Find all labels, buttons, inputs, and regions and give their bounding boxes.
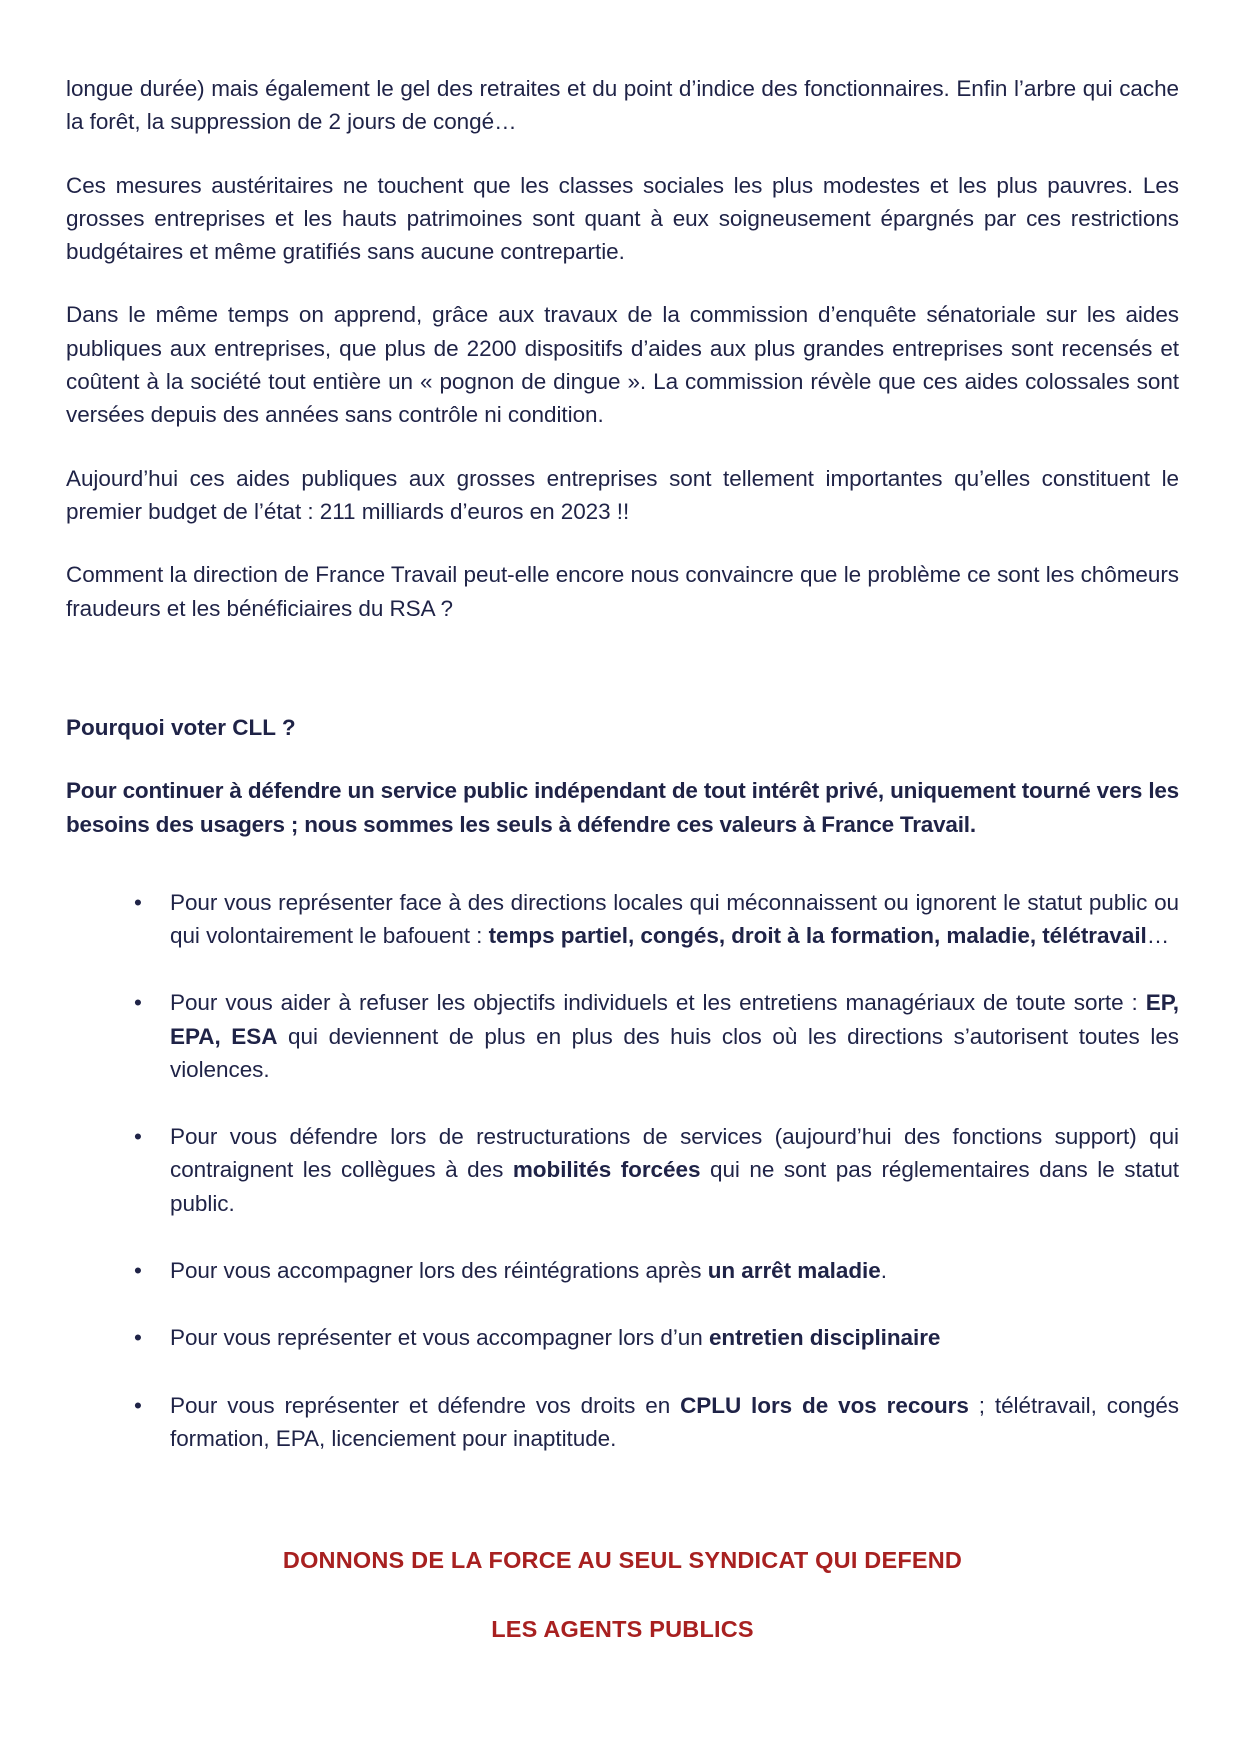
list-item-text xyxy=(170,990,1179,1082)
plain-text: Pour vous représenter et vous accompagner lors d’un xyxy=(170,1325,709,1351)
bullet-icon: • xyxy=(134,1392,142,1418)
list-item-text xyxy=(170,1325,940,1350)
plain-text: . xyxy=(880,1258,887,1284)
bullet-icon: • xyxy=(134,990,142,1016)
bullet-icon: • xyxy=(134,889,142,915)
reasons-list xyxy=(66,886,1179,1456)
list-item xyxy=(66,1321,1179,1354)
lead-bold-statement: Pour continuer à défendre un service public indépendant de tout intérêt privé, uniquement tourné vers les besoins des usagers ; nous sommes les seuls à défendre ces valeurs à France Travail. xyxy=(66,778,1179,837)
plain-text: Pour vous défendre lors de restructurations de services (aujourd’hui des fonctions support) qui contraignent les collègues à des xyxy=(170,1124,1179,1183)
plain-text: qui ne sont pas réglementaires dans le statut public. xyxy=(170,1157,1179,1216)
bullet-icon: • xyxy=(134,1325,142,1351)
list-item-text xyxy=(170,1124,1179,1216)
paragraph-5: Comment la direction de France Travail peut-elle encore nous convaincre que le problème ce sont les chômeurs fraudeurs et les bénéficiaires du RSA ? xyxy=(66,562,1179,621)
document-body xyxy=(66,72,1179,1648)
plain-text: Pour vous représenter et défendre vos droits en xyxy=(170,1392,681,1418)
emphasis-text: un arrêt maladie xyxy=(707,1258,881,1284)
plain-text: … xyxy=(1146,922,1170,948)
list-item xyxy=(66,1389,1179,1456)
list-item xyxy=(66,1120,1179,1220)
plain-text: Pour vous représenter face à des directions locales qui méconnaissent ou ignorent le statut public ou qui volontairement le bafouent : xyxy=(170,889,1179,948)
paragraph-4: Aujourd’hui ces aides publiques aux grosses entreprises sont tellement importantes qu’elles constituent le premier budget de l’état : 211 milliards d’euros en 2023 !! xyxy=(66,465,1179,524)
bullet-icon: • xyxy=(134,1258,142,1284)
slogan-line-1: DONNONS DE LA FORCE AU SEUL SYNDICAT QUI DEFEND xyxy=(282,1547,963,1574)
paragraph-3: Dans le même temps on apprend, grâce aux travaux de la commission d’enquête sénatoriale sur les aides publiques aux entreprises, que plus de 2200 dispositifs d’aides aux plus grandes entreprises sont recensés et coûtent à la société tout entière un « pognon de dingue ». La commission révèle que ces aides colossales sont versées depuis des années sans contrôle ni condition. xyxy=(66,302,1179,428)
footer-slogan xyxy=(66,1543,1179,1648)
list-item-text xyxy=(170,1393,1179,1451)
bullet-icon: • xyxy=(134,1124,142,1150)
plain-text: ; télétravail, congés formation, EPA, licenciement pour inaptitude. xyxy=(170,1392,1179,1451)
list-item xyxy=(66,1254,1179,1287)
plain-text: Pour vous accompagner lors des réintégrations après xyxy=(170,1258,708,1284)
section-spacer xyxy=(66,655,1179,711)
list-spacer xyxy=(66,860,1179,886)
list-item-text xyxy=(170,890,1179,948)
list-item xyxy=(66,886,1179,953)
emphasis-text: CPLU lors de vos recours xyxy=(680,1392,969,1418)
emphasis-text: temps partiel, congés, droit à la formation, maladie, télétravail xyxy=(488,922,1147,948)
paragraph-1: longue durée) mais également le gel des retraites et du point d’indice des fonctionnaires. Enfin l’arbre qui cache la forêt, la suppression de 2 jours de congé… xyxy=(66,76,1179,135)
plain-text: qui deviennent de plus en plus des huis clos où les directions s’autorisent toutes les violences. xyxy=(170,1023,1179,1082)
section-heading-pourquoi-voter: Pourquoi voter CLL ? xyxy=(66,714,296,740)
list-item-text xyxy=(170,1258,887,1283)
slogan-line-2: LES AGENTS PUBLICS xyxy=(491,1616,754,1643)
emphasis-text: mobilités forcées xyxy=(512,1157,701,1183)
paragraph-2: Ces mesures austéritaires ne touchent que les classes sociales les plus modestes et les plus pauvres. Les grosses entreprises et les hauts patrimoines sont quant à eux soigneusement épargnés par ces restrictions budgétaires et même gratifiés sans aucune contrepartie. xyxy=(66,172,1179,265)
emphasis-text: EP, EPA, ESA xyxy=(170,990,1179,1049)
list-item xyxy=(66,986,1179,1086)
plain-text: Pour vous aider à refuser les objectifs individuels et les entretiens managériaux de toute sorte : xyxy=(170,990,1146,1016)
emphasis-text: entretien disciplinaire xyxy=(708,1325,941,1351)
